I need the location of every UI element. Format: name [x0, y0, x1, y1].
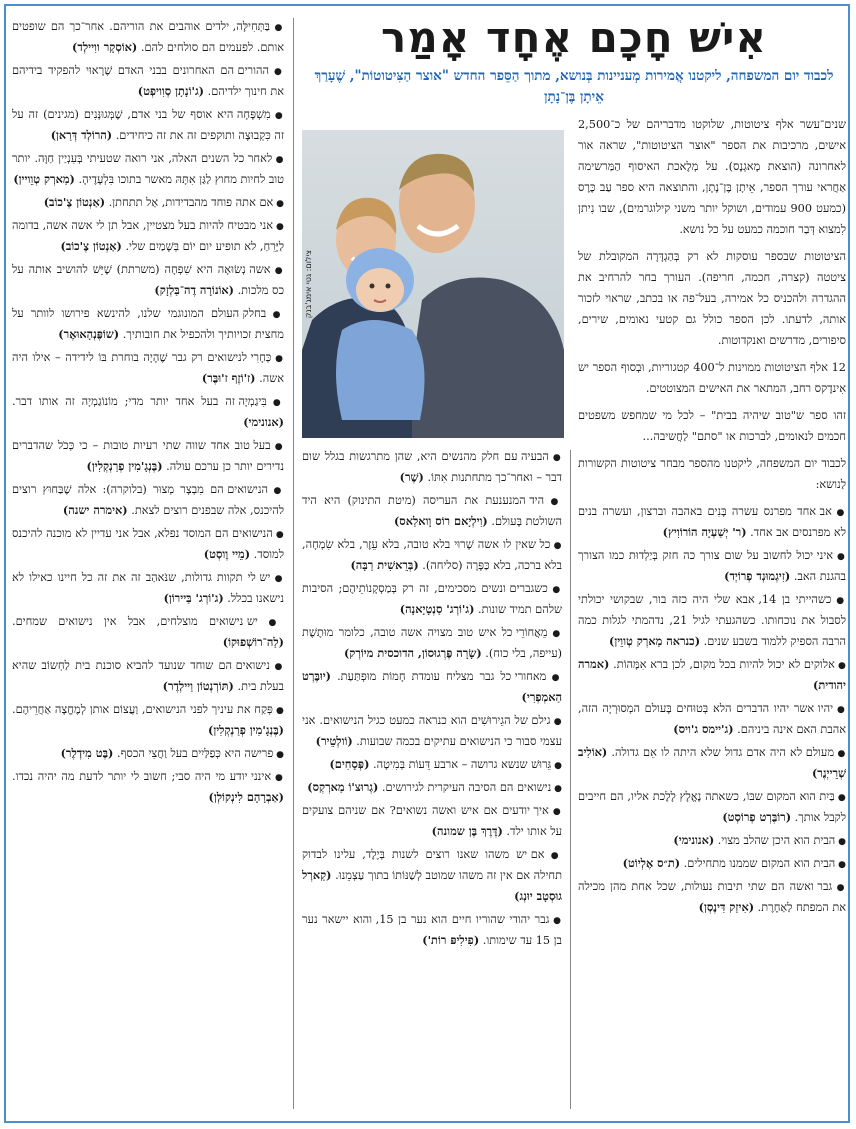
quote-text: גילם של הגֵירוּשִׁים הוא כנראה כמעט כגיל הנישואים. אני עצמי סבור כי הנישואים עתיקים בכמה שבועות. [302, 714, 562, 748]
quote-text: גבר יהודי שהוריו חיים הוא נער בן 15, והוא יישאר נער בן 15 עד שימותו. [302, 913, 562, 947]
column-divider [570, 450, 571, 1109]
intro-paragraph: הציטוטות שבספר עוסקות לא רק בְּהַגְדָּרָה המקובלת של ציטטה (קצרה, חכמה, חריפה). העורך בחר להרחיב את ההגדרה ולהכניס כל אמירה, בעל־פה או בכתב, שראוי לזכור אותה, לדעתו. לכן הספר כולל גם קטעי נאומים, שירים, סיפורים, מדרשים ואנקדוטות. [578, 250, 846, 347]
quote-source: (יוּבֶּרְט הַאמְפְרִי) [302, 669, 562, 704]
quote-source: (אוֹסְקָר ווִיילְד) [72, 40, 138, 54]
quote-text: מאחורי כל גבר מצליח עומדת חָמוֹת מוּפְתַּעַת. [331, 670, 547, 683]
quote-text: גֵּרוּשׁ שנשא גרושה – ארבע דֵּעוֹת בְּמִיטָה. [369, 758, 552, 771]
quote-source: (כנראה מַארְק טְווֵין) [609, 634, 701, 648]
quote-item [302, 844, 562, 907]
quote-item [578, 589, 846, 652]
quote-source: (שֶׁר) [399, 470, 424, 484]
quote-source: (ג'וֹנָתָן סְוִויפְט) [137, 84, 205, 98]
quote-source: (בֶּט מִידְלֶר) [60, 746, 114, 760]
quote-source: (רוֹבֶּרְט פְרוֹסְט) [722, 810, 792, 824]
quote-item [12, 259, 284, 301]
quote-item [12, 479, 284, 521]
quote-text: יש נישואים מוצלחים, אבל אין נישואים שמחים. [12, 615, 258, 628]
quote-source: (אַנְטוֹן צֶ'כוֹב) [43, 195, 106, 209]
quote-text: מעולם לא היה אדם גדול שלא היתה לו אֵם גדולה. [607, 746, 835, 759]
quote-text: אב אחד מפרנס עשרה בָּנִים באהבה וברצון, ועשרה בנים לא מפרנסים אב אחד. [578, 505, 846, 539]
quote-source: (ג'וֹרְג' בַּיירוֹן) [163, 591, 224, 605]
headline: אִישׁ חָכָם אֶחָד אָמַר [381, 13, 767, 62]
subheadline: לכבוד יום המשפחה, ליקטנו אֲמירות מְעניינות בְּנושא, מתוך הַסֵּפר החדש "אוצר הַצִּיטוטוֹת", שֶׁעָרַךְ אֵיתָן בֶּן־נָתָן [314, 68, 834, 105]
quote-source: (אנונימי) [243, 415, 284, 429]
quote-source: (אוֹלִיב שְׁרֵייְנֶר) [578, 745, 846, 780]
quote-text: אלוקים לא יכול להיות בכל מקום, לכן ברא אִמָּהוֹת. [609, 658, 835, 671]
quote-item [302, 666, 562, 708]
quote-item [12, 655, 284, 697]
quote-source: (הרוֹלְד דְּרַאן) [50, 128, 113, 142]
quote-item [12, 192, 284, 213]
quote-text: יהיו אשר יהיו הדברים הלא בְּטוּחים בָּעולם המְסוּרְיָה הזה, אהבת האם אינה ביניהם. [578, 702, 846, 736]
quote-item [12, 16, 284, 58]
intro-paragraph: לכבוד יום המשפחה, ליקטנו מהספר מבחר ציטוטות הקשורות לַנושא: [578, 457, 846, 491]
quote-item [578, 830, 846, 851]
quote-text: נישואים הם שוחד שנועד להביא סוכנת בית לַחְשוֹב שהיא בעלת בית. [12, 659, 284, 693]
quote-text: אם אתה פוחד מהבדידות, אַל תתחתן. [105, 196, 274, 209]
intro-paragraph: שנים־עשר אלף ציטוטות, שלוקטו מדבריהם של כ־2,500 אישים, מרכיבות את הספר "אוצר הציטוטות", שראה אור לאחרונה (הוצאת מָאגְנֶס). על מְלֶאכת האיסוף הַמַּרשימה אַחֲראי עורך הספר, אֵיתָן בֶּן־נָתָן, והתוצאה היא ספר עַב כֶּרֶס (כמעט 900 עמודים, ושוקל יותר משני קילוגרמים), שבו נִיתן לִמצוא דְּבַר חוכמה כמעט על כל נושא. [578, 118, 846, 236]
quote-item [578, 786, 846, 828]
quote-source: (גְרוּצ'וֹ מַארְקְס) [307, 780, 379, 794]
intro-paragraph: זהו ספר ש"טוב שיהיה בבית" – לכל מי שמחפש משפטים חכמים לנאומים, לברכות או "סתם" לַחֲשיבה... [578, 409, 846, 443]
quote-item [302, 909, 562, 951]
quote-item [302, 754, 562, 775]
quote-source: (אנונימי) [673, 833, 715, 847]
quote-text: איך יודעים אם איש ואשה נשואים? אם שניהם צועקים על אותו ילד. [302, 804, 562, 838]
quote-item [578, 853, 846, 874]
quote-source: (בֶּנְגָ'מִין פְרַנְקְלִין) [86, 459, 163, 473]
quote-text: כל שאין לו אשה שָׁרוּי בלא טובה, בלא עֵזֶר, בלא שִׂמְחָה, בלא ברכה, בלא כַּפָּרָה (סליחה). [302, 538, 562, 572]
quote-item [12, 699, 284, 741]
quote-text: כשהייתי בן 14, אבא שלי היה כזה בור, שבקושי יכולתי לסבול את נוכחותו. כשהגעתי לגיל 21, נדהמתי לגלות כמה הרבה הספיק ללמוד בשבע שנים. [578, 593, 846, 648]
quote-item [578, 654, 846, 696]
quote-source: (בֶּנְגָ'מִין פְרַנְקְלִין) [207, 723, 284, 737]
quote-text: היד המנענעת את העריסה (מיטת התינוק) היא היד השולטת בָּעולם. [302, 494, 562, 528]
quote-item [578, 876, 846, 918]
quote-item [12, 347, 284, 389]
quote-source: (אמרה יהודית) [578, 657, 846, 692]
quote-source: (זִיגְמוּנְד פְרוֹיְד) [724, 569, 791, 583]
quote-source: (וִילְיָאם רוֹס וָואלַאס) [393, 514, 488, 528]
quote-item [12, 766, 284, 808]
quote-text: נישואים הם הסיבה העיקרית לגירושים. [378, 781, 552, 794]
quote-source: (ר' יְשַׁעְיָה הוֹרוֹוִיץ) [662, 525, 747, 539]
quote-source: (מַארְק טְוֵויין) [13, 172, 75, 186]
column-divider [293, 18, 294, 1109]
quote-text: אם יש משהו שאנו רוצים לשנות בְּיֶלֶד, עלינו לבדוק תחילה אם אין זה משהו שמוטב לְשַׁנּוֹתוֹ בתוך עַצְמֵנוּ. [302, 848, 562, 882]
quote-item [302, 490, 562, 532]
quote-item [12, 567, 284, 609]
quote-item [12, 523, 284, 565]
quote-item [12, 303, 284, 345]
quote-source: (פְּסָחִים) [329, 757, 370, 771]
article-frame [4, 4, 850, 1123]
quote-item [302, 800, 562, 842]
quote-item [12, 611, 284, 653]
quote-text: פרישה היא כְּפַלַּיִים בעל וַחֲצִי הכסף. [113, 747, 274, 760]
quote-text: בִּיגַמְיָה זה בעל אחד יותר מדי; מוֹנוֹגַמְיָה זה אותו דבר. [12, 395, 267, 408]
quote-text: הבית הוא היכן שהלב מצוי. [714, 834, 836, 847]
quote-source: (אוֹנוֹרָה דֶה־בַּלְזָק) [154, 283, 234, 297]
quote-text: בַּתְּחִילָּה, ילדים אוהבים את הוריהם. אחר־כך הם שופטים אותם. לפעמים הם סולחים להם. [12, 20, 284, 54]
quote-item [12, 60, 284, 102]
quote-text: אינני יודע מי היה סבי; חשוב לי יותר לדעת מה יהיה נכדו. [12, 770, 272, 783]
quote-source: (שוֹפֶּנְהָאוּאֶר) [58, 327, 120, 341]
quote-source: (דֶּרֶךְ בֶּן שמונה) [431, 824, 503, 838]
quote-source: (תּוֹרְנְטוֹן וַיילְדֶר) [162, 679, 234, 693]
quote-item [12, 104, 284, 146]
quote-item [302, 534, 562, 576]
quote-text: ההורים הם האחרונים בבני האדם שֶׁרָאוּי להפקיד בידיהם את חינוך ילדיהם. [12, 64, 284, 98]
quote-text: גבר ואשה הם שתי תיבות נעולות, שכל אחת מהן מכילה את המפתח לַאַחֶרֶת. [578, 880, 846, 914]
quote-text: בחלק העולם המונוגמי שלנו, להינשא פירושו לוותר על מחצית זכויותיך ולהכפיל את חובותיך. [12, 307, 284, 341]
quote-source: (שָׂרָה פֶּרְגוּסוֹן, הדוכסית מיוֹרְק) [343, 646, 482, 660]
quote-source: (ז'וֹזֶף ז'וּבֶּר) [201, 371, 256, 385]
quote-text: יש לי תקוות גדולות, שנֹּאהַב זה את זה כל חיינו כאילו לא נישאנו בכלל. [12, 571, 284, 605]
quote-text: הנישואים הם מִבְצָר מְצוּר (בלוקרה): אלה שֶׁבַּחוּץ רוצים להיכנס, אלה שבפנים רוצים לצאת. [12, 483, 284, 517]
quote-text: בַּיִת הוא המקום שבּוֹ, כשאתה נֶאֱלָץ לָלֶכת אליו, הם חייבים לקבל אותך. [578, 790, 846, 824]
quote-source: (ת״ס אֶלְיוֹט) [622, 856, 681, 870]
quote-source: (קַארְל גוּסְטָב יוּנְג) [302, 868, 562, 903]
quote-text: אשה נְשׂוּאָה היא שִׁפְחָה (משרתת) שֶׁיֵּשׁ להושיב אותה על כס מלכות. [12, 263, 284, 297]
intro-paragraph: 12 אלף הציטוטות ממוינות ל־400 קטגוריות, וּבְסוף הספר יש אִינדֶקס רחב, המתאר את האישים המצוטטים. [578, 361, 846, 395]
quote-text: הבית הוא המקום שממנו מתחילים. [680, 857, 836, 870]
quote-item [302, 578, 562, 620]
quote-source: (אימרה ישנה) [62, 503, 128, 517]
quote-text: מֵאֲחוֹרֵי כל איש טוב מצויה אשה טובה, כלומר מוּתֶשֶׁת (עייפה, בלי כוח). [302, 626, 562, 660]
quote-text: בעל טוב אחד שווה שתי רעיות טובות – כי כְּכֹל שהדברים נדירים יותר כן ערכם עולה. [12, 439, 284, 473]
quote-source: (לַה־רוֹשְׁפוּקוֹ) [222, 635, 284, 649]
quote-text: אני מבטיח להיות בעל מצטיין, אבל תן לי אשה אשה, בדומה לַיָּרֵחַ, לא תופיע יום יוֹם בְּשָׁמַיִם שלי. [12, 219, 284, 253]
quote-text: איני יכול לחשוב על שום צורך כה חזק בְּיַלְדוּת כמו הצורך בהגנת האב. [578, 549, 846, 583]
quote-item [12, 215, 284, 257]
quote-source: (בְּרֵאשִׁית רַבָּה) [350, 558, 419, 572]
quote-item [12, 435, 284, 477]
quote-source: (וֹולְטֵיר) [315, 734, 353, 748]
photo-credit: צילום: גטי אימג'בנק [304, 250, 313, 319]
quote-source: (אַבְרָהָם לִינְקוֹלְן) [208, 790, 284, 804]
column-middle [302, 446, 562, 1121]
quote-source: (מֵיי וֶוסְט) [203, 547, 251, 561]
quote-source: (פִילִיפּ רוֹת') [422, 933, 480, 947]
quote-text: פְּקַח את עיניך לפני הנישואים, וַעֲצוֹם אותן לְמֶחֱצָה אַחֲרֵיהֶם. [12, 703, 273, 716]
column-right [578, 114, 846, 1121]
quote-text: הבעיה עם חלק מהנשים היא, שהן מתרגשות בגלל שום דבר – ואחר־כך מתחתנות אִתּוֹ. [302, 450, 562, 484]
column-left [12, 6, 284, 1121]
quote-item [302, 446, 562, 488]
quote-item [578, 545, 846, 587]
quote-text: כשגברים ונשים מסכימים, זה רק בְּמַסְקָנוֹתֵיהֶם; הסיבות שלהם תמיד שונות. [302, 582, 562, 616]
quote-item [578, 501, 846, 543]
quote-item [302, 622, 562, 664]
quote-item [578, 742, 846, 784]
quote-source: (ג'יימס ג'ויס) [673, 722, 734, 736]
quote-source: (אַנְטוֹן צֶ'כוֹב) [60, 239, 122, 253]
quote-item [578, 698, 846, 740]
quote-item [12, 743, 284, 764]
quote-text: כְּחָרִי לנישואים רק גבר שֶׁהָיָה בוחרת בּוֹ לידידה – אילו היה אשה. [12, 351, 284, 385]
quote-source: (אִיזַק דִּינֶסְן) [698, 900, 755, 914]
quote-item [12, 391, 284, 433]
quote-text: הנישואים הם המוסד נפלא, אבל אני עדיין לא מוכנה להיכנס למוסד. [12, 527, 284, 561]
quote-text: מִשְׁפָּחָה היא אוסף של בני אדם, שֶׁמְּגוּנְּנִים (מגינים) זה על זה כִּקְבוּצָה ותוקפים זה את זה כיחידים. [12, 108, 284, 142]
quote-item [302, 710, 562, 752]
quote-item [302, 777, 562, 798]
quote-text: לאחר כל השנים האלה, אני רואה שטעיתי בְּעִנְיַין חַוָּה. יותר טוב לחיות מחוץ לַגַּן אִתָּהּ מאשר בתוכו בִּלְעָדֶיהָ. [12, 152, 284, 186]
quote-item [12, 148, 284, 190]
quote-source: (ג'וֹרְג' סַנְטָיָאנָה) [399, 602, 475, 616]
